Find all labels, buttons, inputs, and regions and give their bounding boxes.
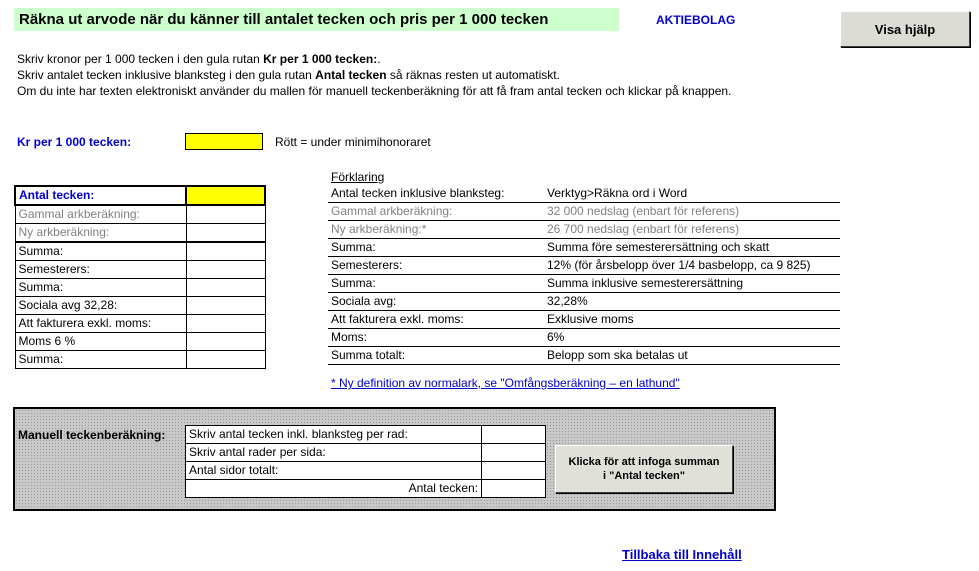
table-row <box>328 311 840 329</box>
explanation-term: Moms: <box>328 329 544 347</box>
table-row <box>328 293 840 311</box>
total-pages-label: Antal sidor totalt: <box>186 462 482 480</box>
explanation-table <box>328 185 840 365</box>
sum-label: Summa: <box>15 242 186 261</box>
lines-per-page-label: Skriv antal rader per sida: <box>186 444 482 462</box>
table-row <box>328 275 840 293</box>
instruction-line-2 <box>17 68 560 82</box>
table-row <box>15 242 265 261</box>
manual-calculation-table <box>185 425 546 498</box>
explanation-desc: Summa inklusive semesterersättning <box>544 275 840 293</box>
table-row <box>328 203 840 221</box>
explanation-desc: 6% <box>544 329 840 347</box>
total-sum-label: Summa: <box>15 351 186 369</box>
table-row <box>15 279 265 297</box>
manual-char-count-label: Antal tecken: <box>186 480 482 498</box>
table-row <box>15 351 265 369</box>
social-fees-label: Sociala avg 32,28: <box>15 297 186 315</box>
instruction-text: så räknas resten ut automatiskt. <box>386 68 560 82</box>
button-line: Klicka för att infoga summan <box>568 456 720 468</box>
table-row <box>15 261 265 279</box>
instruction-text: Skriv antalet tecken inklusive blanksteg i den gula rutan <box>17 68 316 82</box>
explanation-desc: 26 700 nedslag (enbart för referens) <box>544 221 840 239</box>
invoice-excl-vat-value <box>186 315 265 333</box>
table-row <box>15 315 265 333</box>
table-row <box>15 224 265 243</box>
invoice-excl-vat-label: Att fakturera exkl. moms: <box>15 315 186 333</box>
table-row <box>186 426 546 444</box>
sum-label: Summa: <box>15 279 186 297</box>
vat-value <box>186 333 265 351</box>
explanation-term: Ny arkberäkning:* <box>328 221 544 239</box>
table-row <box>186 480 546 498</box>
explanation-term: Summa: <box>328 275 544 293</box>
page-title: Räkna ut arvode när du känner till antalet tecken och pris per 1 000 tecken <box>14 8 619 31</box>
instruction-bold: Kr per 1 000 tecken: <box>263 52 378 66</box>
explanation-term: Att fakturera exkl. moms: <box>328 311 544 329</box>
table-row <box>186 444 546 462</box>
calculation-table <box>14 185 266 369</box>
explanation-desc: Verktyg>Räkna ord i Word <box>544 185 840 203</box>
explanation-desc: 12% (för årsbelopp över 1/4 basbelopp, ca 9 825) <box>544 257 840 275</box>
back-to-contents-link[interactable]: Tillbaka till Innehåll <box>622 547 742 562</box>
explanation-term: Summa totalt: <box>328 347 544 365</box>
table-row <box>186 462 546 480</box>
char-count-input[interactable] <box>186 186 265 205</box>
table-row <box>328 221 840 239</box>
insert-sum-button-text <box>569 455 720 483</box>
instruction-bold: Antal tecken <box>315 68 387 82</box>
show-help-button[interactable]: Visa hjälp <box>840 11 970 47</box>
table-row <box>328 185 840 203</box>
instruction-line-1 <box>17 52 381 66</box>
total-sum-value <box>186 351 265 369</box>
new-sheet-calc-value <box>186 224 265 243</box>
table-row <box>15 186 265 205</box>
chars-per-line-label: Skriv antal tecken inkl. blanksteg per rad: <box>186 426 482 444</box>
social-fees-value <box>186 297 265 315</box>
total-pages-input[interactable] <box>482 462 546 480</box>
sum-value <box>186 242 265 261</box>
price-per-1000-label: Kr per 1 000 tecken: <box>17 135 132 149</box>
vacation-pay-value <box>186 261 265 279</box>
explanation-term: Sociala avg: <box>328 293 544 311</box>
new-sheet-calc-label: Ny arkberäkning: <box>15 224 186 243</box>
insert-sum-button[interactable] <box>555 445 733 493</box>
old-sheet-calc-value <box>186 205 265 224</box>
explanation-desc: Exklusive moms <box>544 311 840 329</box>
explanation-term: Semesterers: <box>328 257 544 275</box>
explanation-desc: Summa före semesterersättning och skatt <box>544 239 840 257</box>
manual-char-count-value <box>482 480 546 498</box>
explanation-desc: 32,28% <box>544 293 840 311</box>
button-line: i "Antal tecken" <box>603 470 685 482</box>
normal-sheet-definition-link[interactable]: * Ny definition av normalark, se "Omfångsberäkning – en lathund" <box>331 376 680 390</box>
table-row <box>15 333 265 351</box>
instruction-text: Skriv kronor per 1 000 tecken i den gula rutan <box>17 52 264 66</box>
explanation-term: Antal tecken inklusive blanksteg: <box>328 185 544 203</box>
company-type-label: AKTIEBOLAG <box>656 13 736 27</box>
table-row <box>328 347 840 365</box>
table-row <box>328 239 840 257</box>
sum-value <box>186 279 265 297</box>
manual-calculation-label: Manuell teckenberäkning: <box>18 428 166 442</box>
explanation-term: Gammal arkberäkning: <box>328 203 544 221</box>
instruction-text: . <box>377 52 381 66</box>
vat-label: Moms 6 % <box>15 333 186 351</box>
explanation-term: Summa: <box>328 239 544 257</box>
old-sheet-calc-label: Gammal arkberäkning: <box>15 205 186 224</box>
explanation-heading: Förklaring <box>331 170 385 184</box>
minimum-fee-note: Rött = under minimihonoraret <box>275 135 431 149</box>
lines-per-page-input[interactable] <box>482 444 546 462</box>
price-per-1000-input[interactable] <box>185 133 263 150</box>
explanation-desc: Belopp som ska betalas ut <box>544 347 840 365</box>
vacation-pay-label: Semesterers: <box>15 261 186 279</box>
instruction-line-3: Om du inte har texten elektroniskt använder du mallen för manuell teckenberäkning för att få fram antal tecken och klickar på knappen. <box>17 84 732 98</box>
table-row <box>328 329 840 347</box>
table-row <box>15 297 265 315</box>
chars-per-line-input[interactable] <box>482 426 546 444</box>
table-row <box>328 257 840 275</box>
explanation-desc: 32 000 nedslag (enbart för referens) <box>544 203 840 221</box>
table-row <box>15 205 265 224</box>
char-count-label: Antal tecken: <box>15 186 186 205</box>
